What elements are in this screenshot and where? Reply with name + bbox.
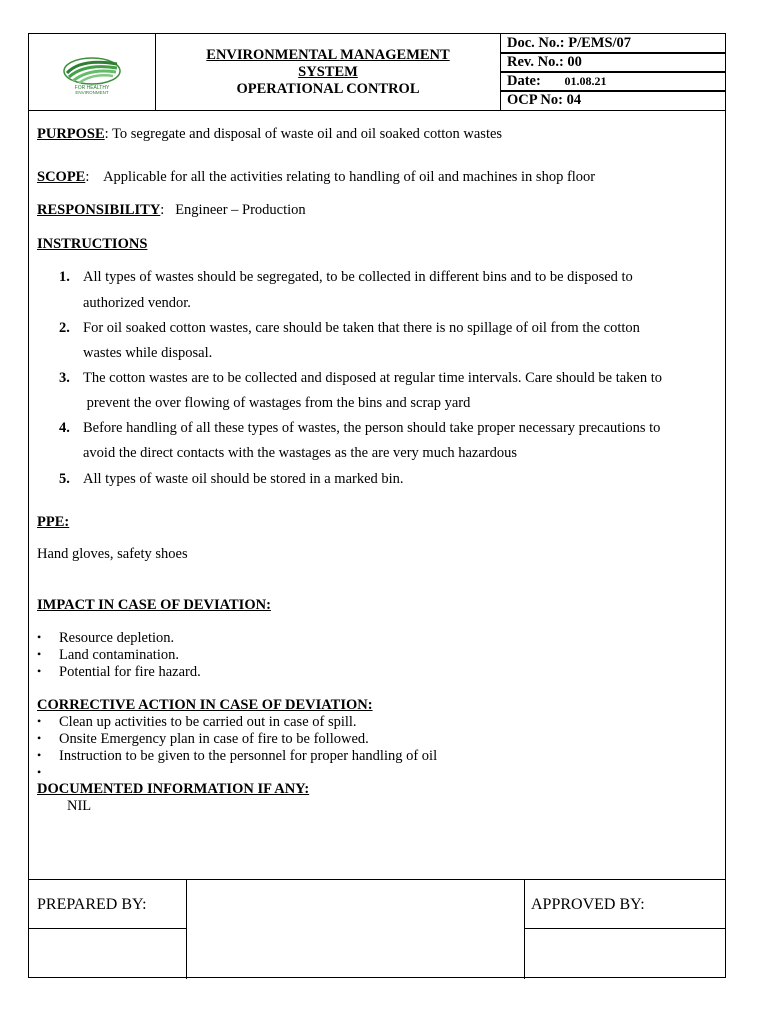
header-divider [29, 110, 725, 111]
corrective-heading: CORRECTIVE ACTION IN CASE OF DEVIATION: [37, 697, 373, 713]
list-item-text: Potential for fire hazard. [59, 664, 201, 680]
doc-no-label: Doc. No.: [507, 35, 565, 51]
instruction-number: 5. [59, 471, 70, 487]
list-item-text: Instruction to be given to the personnel for proper handling of oil [59, 748, 438, 764]
prepared-by-label: PREPARED BY: [37, 896, 147, 913]
responsibility-text: : Engineer – Production [160, 202, 306, 218]
purpose-label: PURPOSE [37, 126, 105, 142]
document-meta [501, 34, 726, 110]
bullet-icon: • [37, 647, 42, 661]
instruction-number: 3. [59, 370, 70, 386]
list-item-text: Resource depletion. [59, 630, 175, 646]
ppe-text: Hand gloves, safety shoes [37, 546, 188, 562]
bullet-icon: • [37, 731, 42, 745]
list-item-text: Clean up activities to be carried out in case of spill. [59, 714, 357, 730]
instruction-text: The cotton wastes are to be collected and disposed at regular time intervals. Care should be taken to [83, 370, 663, 386]
date-value: 01.08.21 [564, 74, 607, 88]
date-label: Date: [507, 73, 541, 89]
documented-heading: DOCUMENTED INFORMATION IF ANY: [37, 781, 310, 797]
bullet-icon: • [37, 714, 42, 728]
scope-line [37, 169, 595, 186]
purpose-line [37, 126, 502, 143]
instruction-text: All types of waste oil should be stored in a marked bin. [83, 471, 404, 487]
instruction-number: 2. [59, 320, 70, 336]
instruction-text: For oil soaked cotton wastes, care should be taken that there is no spillage of oil from the cotton [83, 320, 640, 336]
instruction-text-cont: prevent the over flowing of wastages from the bins and scrap yard [83, 395, 471, 411]
title-line-1: ENVIRONMENTAL MANAGEMENT [206, 46, 450, 63]
doc-no-value: P/EMS/07 [568, 35, 632, 51]
instruction-text-cont: authorized vendor. [83, 295, 191, 311]
instruction-number: 4. [59, 420, 70, 436]
responsibility-line [37, 202, 306, 219]
scope-text: : Applicable for all the activities relating to handling of oil and machines in shop floor [85, 169, 596, 185]
instruction-text-cont: wastes while disposal. [83, 345, 213, 361]
bullet-icon: • [37, 765, 42, 779]
documented-text: NIL [67, 798, 92, 814]
rev-no-label: Rev. No.: [507, 54, 564, 70]
date-row [501, 72, 726, 91]
responsibility-label: RESPONSIBILITY [37, 202, 161, 218]
logo-cell [29, 34, 156, 110]
bullet-icon: • [37, 664, 42, 678]
approved-by-label: APPROVED BY: [531, 896, 645, 913]
scope-label: SCOPE [37, 169, 86, 185]
approved-by-signature [525, 929, 726, 979]
ocp-no-value: 04 [566, 92, 582, 108]
rev-no-row [501, 53, 726, 72]
svg-text:ENVIRONMENT: ENVIRONMENT [75, 90, 109, 94]
svg-text:FOR HEALTHY: FOR HEALTHY [74, 85, 110, 91]
middle-cell [187, 880, 525, 979]
ocp-no-row [501, 91, 726, 110]
purpose-text: : To segregate and disposal of waste oil and oil soaked cotton wastes [104, 126, 503, 142]
prepared-by-cell [29, 880, 187, 929]
list-item-text: Onsite Emergency plan in case of fire to be followed. [59, 731, 369, 747]
bullet-icon: • [37, 748, 42, 762]
list-item-text: Land contamination. [59, 647, 179, 663]
doc-no-row [501, 34, 726, 53]
title-line-2: SYSTEM [298, 63, 358, 80]
title-line-3: OPERATIONAL CONTROL [236, 80, 420, 97]
rev-no-value: 00 [567, 54, 582, 70]
instructions-heading: INSTRUCTIONS [37, 236, 148, 252]
instruction-number: 1. [59, 269, 70, 285]
approved-by-cell [525, 880, 726, 929]
document-frame [28, 33, 726, 978]
company-logo [61, 56, 123, 94]
bullet-icon: • [37, 630, 42, 644]
impact-heading: IMPACT IN CASE OF DEVIATION: [37, 597, 271, 613]
instruction-text-cont: avoid the direct contacts with the wastages as the are very much hazardous [83, 445, 518, 461]
prepared-by-signature [29, 929, 187, 979]
ppe-heading: PPE: [37, 514, 70, 530]
instruction-text: All types of wastes should be segregated, to be collected in different bins and to be disposed to [83, 269, 633, 285]
ocp-no-label: OCP No: [507, 92, 563, 108]
instruction-text: Before handling of all these types of wastes, the person should take proper necessary precautions to [83, 420, 661, 436]
signature-table [29, 879, 725, 979]
document-title [156, 34, 501, 110]
